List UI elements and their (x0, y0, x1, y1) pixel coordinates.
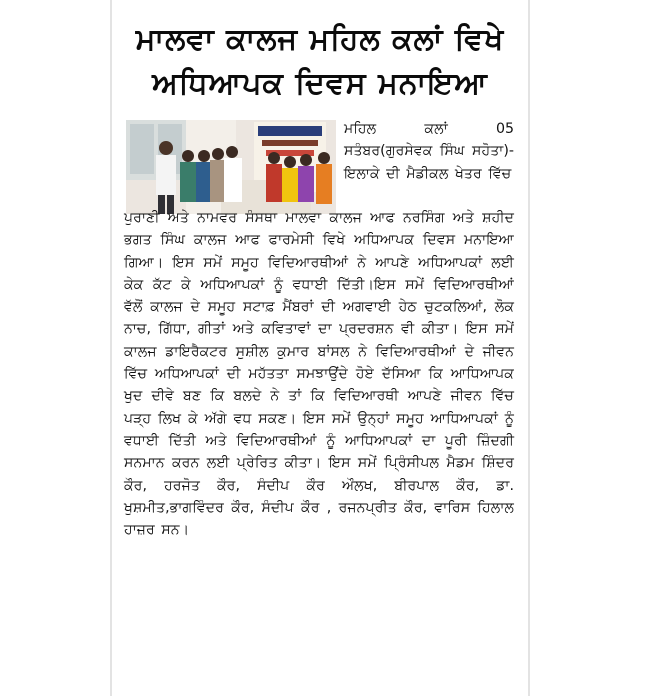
newspaper-clipping (118, 8, 522, 692)
article-lead-text: ਮਹਿਲ ਕਲਾਂ 05 ਸਤੰਬਰ(ਗੁਰਸੇਵਕ ਸਿੰਘ ਸਹੋਤਾ)-ਇਲਾਕੇ ਦੀ ਮੈਡੀਕਲ ਖੇਤਰ ਵਿੱਚ (344, 121, 514, 182)
article-body-text: ਪੁਰਾਣੀ ਅਤੇ ਨਾਮਵਰ ਸੰਸਥਾ ਮਾਲਵਾ ਕਾਲਜ ਆਫ ਨਰਸਿੰਗ ਅਤੇ ਸ਼ਹੀਦ ਭਗਤ ਸਿੰਘ ਕਾਲਜ ਆਫ ਫਾਰਮੇਸੀ ਵਿਖੇ ਅਧਿਆਪਕ ਦਿਵਸ ਮਨਾਇਆ ਗਿਆ। ਇਸ ਸਮੇਂ ਸਮੂਹ ਵਿਦਿਆਰਥੀਆਂ ਨੇ ਆਪਣੇ ਅਧਿਆਪਕਾਂ ਲਈ ਕੇਕ ਕੱਟ ਕੇ ਅਧਿਆਪਕਾਂ ਨੂੰ ਵਧਾਈ ਦਿੱਤੀ।ਇਸ ਸਮੇਂ ਵਿਦਿਆਰਥੀਆਂ ਵੱਲੋਂ ਕਾਲਜ ਦੇ ਸਮੂਹ ਸਟਾਫ਼ ਮੈਂਬਰਾਂ ਦੀ ਅਗਵਾਈ ਹੇਠ ਚੁਟਕਲਿਆਂ, ਲੋਕ ਨਾਚ, ਗਿੱਧਾ, ਗੀਤਾਂ ਅਤੇ ਕਵਿਤਾਵਾਂ ਦਾ ਪ੍ਰਦਰਸ਼ਨ ਵੀ ਕੀਤਾ। ਇਸ ਸਮੇਂ ਕਾਲਜ ਡਾਇਰੈਕਟਰ ਸੁਸ਼ੀਲ ਕੁਮਾਰ ਬਾਂਸਲ ਨੇ ਵਿਦਿਆਰਥੀਆਂ ਦੇ ਜੀਵਨ ਵਿੱਚ ਅਧਿਆਪਕਾਂ ਦੀ ਮਹੱਤਤਾ ਸਮਝਾਉਂਦੇ ਹੋਏ ਦੱਸਿਆ ਕਿ ਆਧਿਆਪਕ ਖੁਦ ਦੀਵੇ ਬਣ ਕਿ ਬਲਦੇ ਨੇ ਤਾਂ ਕਿ ਵਿਦਿਆਰਥੀ ਆਪਣੇ ਜੀਵਨ ਵਿੱਚ ਪੜ੍ਹ ਲਿਖ ਕੇ ਅੱਗੇ ਵਧ ਸਕਣ। ਇਸ ਸਮੇਂ ਉਨ੍ਹਾਂ ਸਮੂਹ ਆਧਿਆਪਕਾਂ ਨੂੰ ਵਧਾਈ ਦਿੱਤੀ ਅਤੇ ਵਿਦਿਆਰਥੀਆਂ ਨੂੰ ਆਧਿਆਪਕਾਂ ਦਾ ਪੂਰੀ ਜ਼ਿੰਦਗੀ ਸਨਮਾਨ ਕਰਨ ਲਈ ਪ੍ਰੇਰਿਤ ਕੀਤਾ। ਇਸ ਸਮੇਂ ਪ੍ਰਿੰਸੀਪਲ ਮੈਡਮ ਸ਼ਿੰਦਰ ਕੌਰ, ਹਰਜੋਤ ਕੌਰ, ਸੰਦੀਪ ਕੌਰ ਔਲਖ, ਬੀਰਪਾਲ ਕੌਰ, ਡਾ. ਖੁਸ਼ਮੀਤ,ਭਾਗਵਿੰਦਰ ਕੌਰ, ਸੰਦੀਪ ਕੌਰ , ਰਜਨਪ੍ਰੀਤ ਕੌਰ, ਵਾਰਿਸ ਹਿਲਾਲ ਹਾਜ਼ਰ ਸਨ। (124, 210, 514, 539)
article-photo (126, 120, 336, 214)
article-headline (118, 18, 522, 106)
headline-line-2: ਅਧਿਆਪਕ ਦਿਵਸ ਮਨਾਇਆ (152, 66, 488, 101)
headline-line-1: ਮਾਲਵਾ ਕਾਲਜ ਮਹਿਲ ਕਲਾਂ ਵਿਖੇ (135, 22, 505, 57)
page-right-margin-line (528, 0, 530, 696)
page-left-margin-line (110, 0, 112, 696)
